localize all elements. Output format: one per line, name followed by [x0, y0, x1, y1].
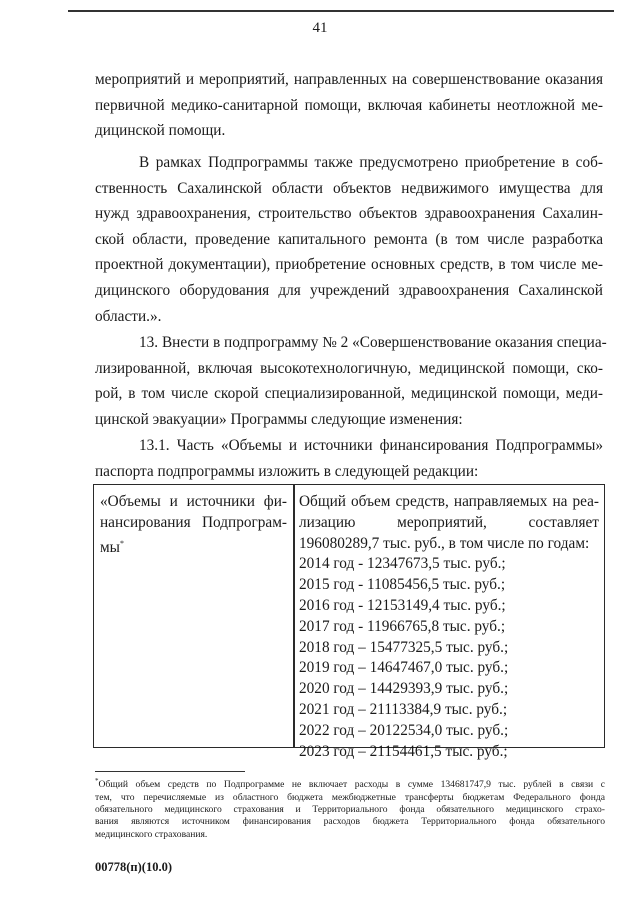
text-line: дицинской помощи.: [95, 122, 226, 140]
year-item: 2014 год - 12347673,5 тыс. руб.;: [299, 555, 506, 573]
year-item: 2016 год - 12153149,4 тыс. руб.;: [299, 596, 506, 614]
year-item: 2015 год - 11085456,5 тыс. руб.;: [299, 576, 506, 594]
paragraph-2: [95, 150, 603, 329]
year-item: 2019 год – 14647467,0 тыс. руб.;: [299, 659, 509, 677]
footnote-mark: *: [119, 538, 124, 548]
year-item: 2021 год – 21113384,9 тыс. руб.;: [299, 700, 508, 718]
page-number: 41: [312, 20, 328, 36]
year-item: 2020 год – 14429393,9 тыс. руб.;: [299, 680, 509, 698]
text-line: 196080289,7 тыс. руб., в том числе по годам:: [299, 534, 590, 552]
text-line: мы*: [100, 538, 124, 556]
text-line: лизацию мероприятий, составляет: [299, 513, 599, 531]
text-line: «Объемы и источники фи-: [100, 493, 287, 510]
footnote: [95, 775, 605, 841]
top-rule: [68, 10, 614, 12]
text-line: проектной документации), приобретение основных средств, в том числе ме-: [95, 256, 603, 274]
text-line: нансирования Подпрограм-: [100, 513, 287, 531]
year-item: 2023 год – 21154461,5 тыс. руб.;: [299, 742, 508, 760]
paragraph-4: [95, 433, 603, 484]
table-column-divider: [293, 485, 295, 747]
text-line: *Общий объем средств по Подпрограмме не включает расходы в сумме 134681747,9 тыс. рублей в связи с: [95, 777, 605, 791]
financing-table: [93, 484, 605, 760]
text-line: рой, в том числе скорой специализированной, медицинской помощи, меди-: [95, 385, 603, 403]
text-line: мероприятий и мероприятий, направленных на совершенствование оказания: [95, 71, 603, 88]
text-line: области.».: [95, 307, 162, 325]
text-line: Общий объем средств, направляемых на реа-: [299, 493, 599, 510]
table-value-cell: [299, 492, 599, 762]
text-line: обязательного медицинского страхования и Территориального фонда обязательного медицинского страхо-: [95, 804, 605, 815]
text-line: ской области, проведение капитального ремонта (в том числе разработка: [95, 230, 603, 248]
year-item: 2022 год – 20122534,0 тыс. руб.;: [299, 721, 509, 739]
paragraph-1: [95, 67, 603, 144]
year-list: [299, 554, 599, 762]
text-line: дицинского оборудования для учреждений здравоохранения Сахалинской: [95, 281, 603, 299]
text-line: тем, что перечисляемые из областного бюджета межбюджетные трансферты бюджетам Федерального фонда: [95, 791, 605, 803]
text-line: вания являются источником финансирования расходов бюджета Территориального фонда обязательного: [95, 816, 605, 828]
text-line: лизированной, включая высокотехнологичную, медицинской помощи, ско-: [95, 359, 603, 377]
text-line: цинской эвакуации» Программы следующие изменения:: [95, 410, 463, 428]
table-label-cell: [100, 492, 287, 558]
text-line: первичной медико-санитарной помощи, включая кабинеты неотложной ме-: [95, 96, 603, 114]
text-line: медицинского страхования.: [95, 828, 208, 840]
paragraph-3: [95, 330, 607, 432]
footnote-separator: [95, 771, 245, 772]
text-line: ственность Сахалинской области объектов недвижимого имущества для: [95, 179, 603, 197]
text-line: 13.1. Часть «Объемы и источники финансирования Подпрограммы»: [139, 437, 603, 454]
text-line: паспорта подпрограммы изложить в следующей редакции:: [95, 462, 479, 480]
text-line: 13. Внести в подпрограмму № 2 «Совершенствование оказания специа-: [139, 334, 607, 351]
year-item: 2018 год – 15477325,5 тыс. руб.;: [299, 638, 509, 656]
footnote-mark: *: [95, 777, 99, 785]
text-line: нужд здравоохранения, строительство объектов здравоохранения Сахалин-: [95, 205, 603, 223]
document-code: 00778(п)(10.0): [95, 860, 172, 874]
text-line: В рамках Подпрограммы также предусмотрено приобретение в соб-: [139, 154, 603, 171]
year-item: 2017 год - 11966765,8 тыс. руб.;: [299, 617, 506, 635]
